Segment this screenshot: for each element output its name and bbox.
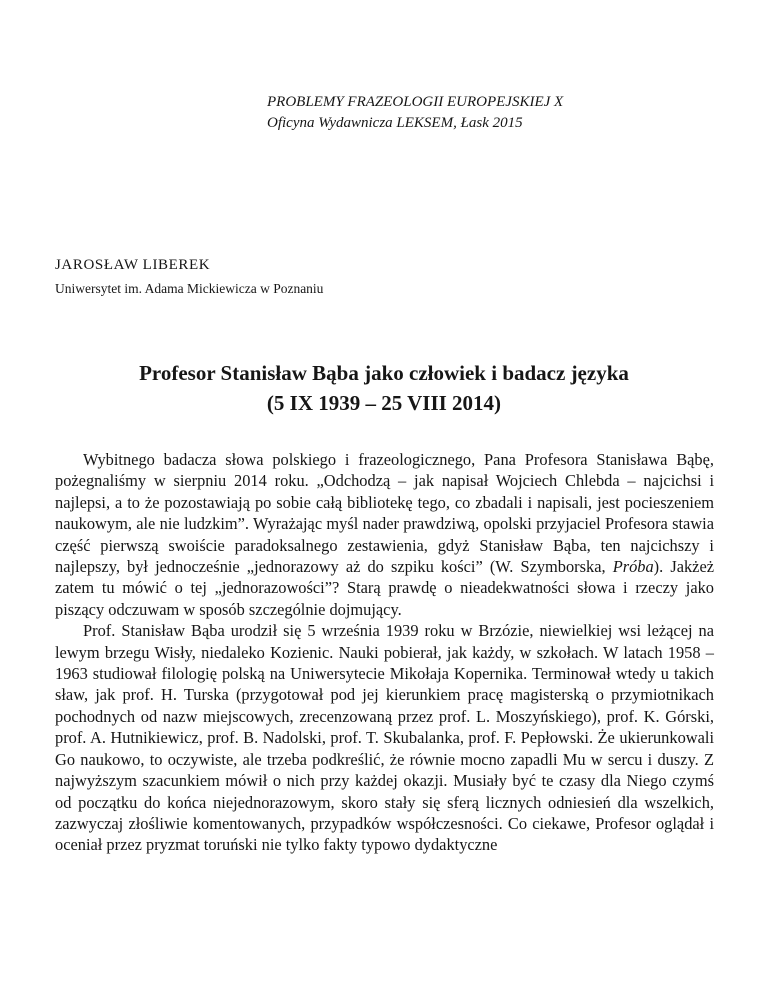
publication-header xyxy=(267,92,563,134)
cited-work-title-italic: Próba xyxy=(612,557,654,577)
paragraph-1 xyxy=(55,449,714,620)
author-affiliation: Uniwersytet im. Adama Mickiewicza w Poznaniu xyxy=(55,281,324,296)
article-title-line1: Profesor Stanisław Bąba jako człowiek i badacz języka xyxy=(139,361,629,385)
author-block xyxy=(55,257,323,297)
article-body xyxy=(55,449,714,856)
article-title-line2: (5 IX 1939 – 25 VIII 2014) xyxy=(266,391,502,415)
paragraph-1-text: Wybitnego badacza słowa polskiego i frazeologicznego, Pana Profesora Stanisława Bąbę, pożegnaliśmy w sierpniu 2014 roku. „Odchodzą – jak napisał Wojciech Chlebda – najcichsi i najlepsi, a to że pozostawiają po sobie całą bibliotekę tego, co zbadali i napisali, jest pocieszeniem naukowym, ale nie ludzkim”. Wyrażając myśl nader prawdziwą, opolski przyjaciel Profesora stawia część pierwszą swoiście paradoksalnego zestawienia, gdyż Stanisław Bąba, ten najcichszy i najlepszy, był jednocześnie „jednorazowy aż do szpiku kości” (W. Szymborska, xyxy=(55,450,714,577)
paragraph-2: Prof. Stanisław Bąba urodził się 5 września 1939 roku w Brzózie, niewielkiej wsi leżącej na lewym brzegu Wisły, niedaleko Kozienic. Nauki pobierał, jak każdy, w szkołach. W latach 1958 – 1963 studiował filologię polską na Uniwersytecie Mikołaja Kopernika. Terminował wtedy u takich sław, jak prof. H. Turska (przygotował pod jej kierunkiem pracę magisterską o przymiotnikach pochodnych od nazw miejscowych, zrecenzowaną przez prof. L. Moszyńskiego), prof. K. Górski, prof. A. Hutnikiewicz, prof. B. Nadolski, prof. T. Skubalanka, prof. F. Pepłowski. Że ukierunkowali Go naukowo, to oczywiste, ale trzeba podkreślić, że równie mocno zapadli Mu w sercu i duszy. Z najwyższym szacunkiem mówił o nich przy każdej okazji. Musiały być te czasy dla Niego czymś od początku do końca niejednorazowym, skoro stały się sferą licznych odniesień dla wszelkich, zazwyczaj złośliwie komentowanych, przypadków współczesności. Co ciekawe, Profesor oglądał i oceniał przez pryzmat toruński nie tylko fakty typowo dydaktyczne xyxy=(55,621,714,855)
series-title: PROBLEMY FRAZEOLOGII EUROPEJSKIEJ X xyxy=(267,94,564,110)
publisher-imprint: Oficyna Wydawnicza LEKSEM, Łask 2015 xyxy=(267,115,523,131)
paragraph-1-text-continued: ). Jakżeż zatem tu mówić o tej „jednorazowości”? Starą prawdę o nieadekwatności słowa i rzeczy jako piszący odczuwam w sposób szczególnie dojmujący. xyxy=(55,557,714,619)
article-title xyxy=(40,358,728,418)
author-name: JAROSŁAW LIBEREK xyxy=(55,257,211,273)
